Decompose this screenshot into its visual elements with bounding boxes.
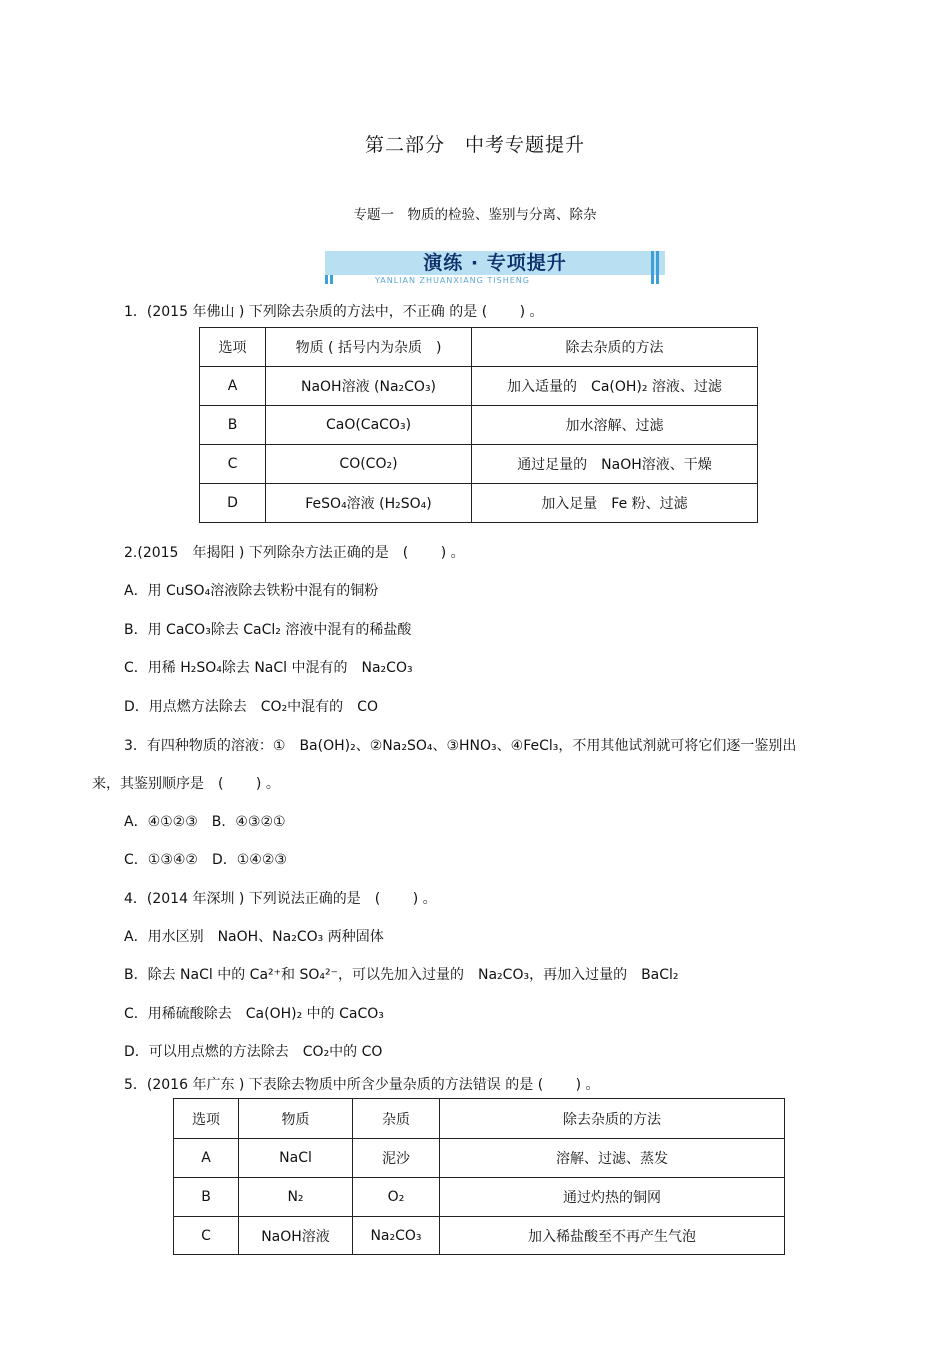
q4-option-b: B．除去 NaCl 中的 Ca²⁺和 SO₄²⁻，可以先加入过量的 Na₂CO₃，再加入过量的 BaCl₂ (124, 967, 679, 983)
table-cell: C (174, 1217, 239, 1255)
table-row (174, 1139, 785, 1178)
q3-options-line2: C．①③④② D．①④②③ (124, 852, 287, 868)
table-cell: C (200, 445, 266, 484)
table-row (174, 1099, 785, 1139)
q5-table (173, 1098, 785, 1255)
q4-stem: 4．(2014 年深圳 ) 下列说法正确的是 ( ) 。 (124, 891, 437, 907)
table-cell: CO(CO₂) (266, 445, 472, 484)
table-cell: Na₂CO₃ (353, 1217, 440, 1255)
table-header: 除去杂质的方法 (440, 1099, 785, 1139)
table-row (200, 445, 758, 484)
table-header: 选项 (174, 1099, 239, 1139)
banner-pinyin: YANLIAN ZHUANXIANG TISHENG (375, 276, 530, 285)
table-cell: 通过足量的 NaOH溶液、干燥 (472, 445, 758, 484)
table-row (200, 406, 758, 445)
q2-option-c: C．用稀 H₂SO₄除去 NaCl 中混有的 Na₂CO₃ (124, 660, 413, 676)
table-cell: 加入足量 Fe 粉、过滤 (472, 484, 758, 523)
table-cell: NaCl (239, 1139, 353, 1178)
table-cell: 加入稀盐酸至不再产生气泡 (440, 1217, 785, 1255)
table-cell: CaO(CaCO₃) (266, 406, 472, 445)
q3-options-line1: A．④①②③ B．④③②① (124, 814, 286, 830)
table-cell: B (174, 1178, 239, 1217)
table-row (200, 484, 758, 523)
table-cell: D (200, 484, 266, 523)
table-cell: FeSO₄溶液 (H₂SO₄) (266, 484, 472, 523)
table-cell: A (200, 367, 266, 406)
q2-option-d: D．用点燃方法除去 CO₂中混有的 CO (124, 699, 378, 715)
table-row (200, 367, 758, 406)
section-subtitle: 专题一 物质的检验、鉴别与分离、除杂 (353, 207, 597, 223)
q4-option-a: A．用水区别 NaOH、Na₂CO₃ 两种固体 (124, 929, 384, 945)
table-cell: B (200, 406, 266, 445)
table-header: 杂质 (353, 1099, 440, 1139)
table-cell: 加入适量的 Ca(OH)₂ 溶液、过滤 (472, 367, 758, 406)
table-cell: 溶解、过滤、蒸发 (440, 1139, 785, 1178)
table-cell: NaOH溶液 (Na₂CO₃) (266, 367, 472, 406)
q1-stem: 1．(2015 年佛山 ) 下列除去杂质的方法中，不正确 的是 ( ) 。 (124, 304, 544, 320)
table-cell: NaOH溶液 (239, 1217, 353, 1255)
table-cell: O₂ (353, 1178, 440, 1217)
table-cell: 加水溶解、过滤 (472, 406, 758, 445)
page-title: 第二部分 中考专题提升 (364, 134, 585, 156)
q2-stem: 2.(2015 年揭阳 ) 下列除杂方法正确的是 ( ) 。 (124, 545, 465, 561)
q3-stem-line1: 3．有四种物质的溶液：① Ba(OH)₂、②Na₂SO₄、③HNO₃、④FeCl₃，不用其他试剂就可将它们逐一鉴别出 (124, 738, 797, 754)
q5-stem: 5．(2016 年广东 ) 下表除去物质中所含少量杂质的方法错误 的是 ( ) 。 (124, 1077, 600, 1093)
q3-stem-line2: 来，其鉴别顺序是 ( ) 。 (92, 776, 280, 792)
banner-main (325, 251, 665, 275)
table-cell: N₂ (239, 1178, 353, 1217)
table-row (174, 1217, 785, 1255)
q4-option-c: C．用稀硫酸除去 Ca(OH)₂ 中的 CaCO₃ (124, 1006, 384, 1022)
table-row (174, 1178, 785, 1217)
banner-text: 演练 · 专项提升 (423, 252, 567, 274)
q2-option-a: A．用 CuSO₄溶液除去铁粉中混有的铜粉 (124, 583, 379, 599)
table-header: 物质 ( 括号内为杂质 ) (266, 328, 472, 367)
q2-option-b: B．用 CaCO₃除去 CaCl₂ 溶液中混有的稀盐酸 (124, 622, 412, 638)
table-header: 除去杂质的方法 (472, 328, 758, 367)
table-header: 物质 (239, 1099, 353, 1139)
table-cell: 通过灼热的铜网 (440, 1178, 785, 1217)
table-header: 选项 (200, 328, 266, 367)
table-cell: A (174, 1139, 239, 1178)
section-banner (325, 251, 665, 285)
banner-bars-right-icon (651, 251, 665, 284)
table-row (200, 328, 758, 367)
table-cell: 泥沙 (353, 1139, 440, 1178)
q1-table (199, 327, 758, 523)
q4-option-d: D．可以用点燃的方法除去 CO₂中的 CO (124, 1044, 383, 1060)
